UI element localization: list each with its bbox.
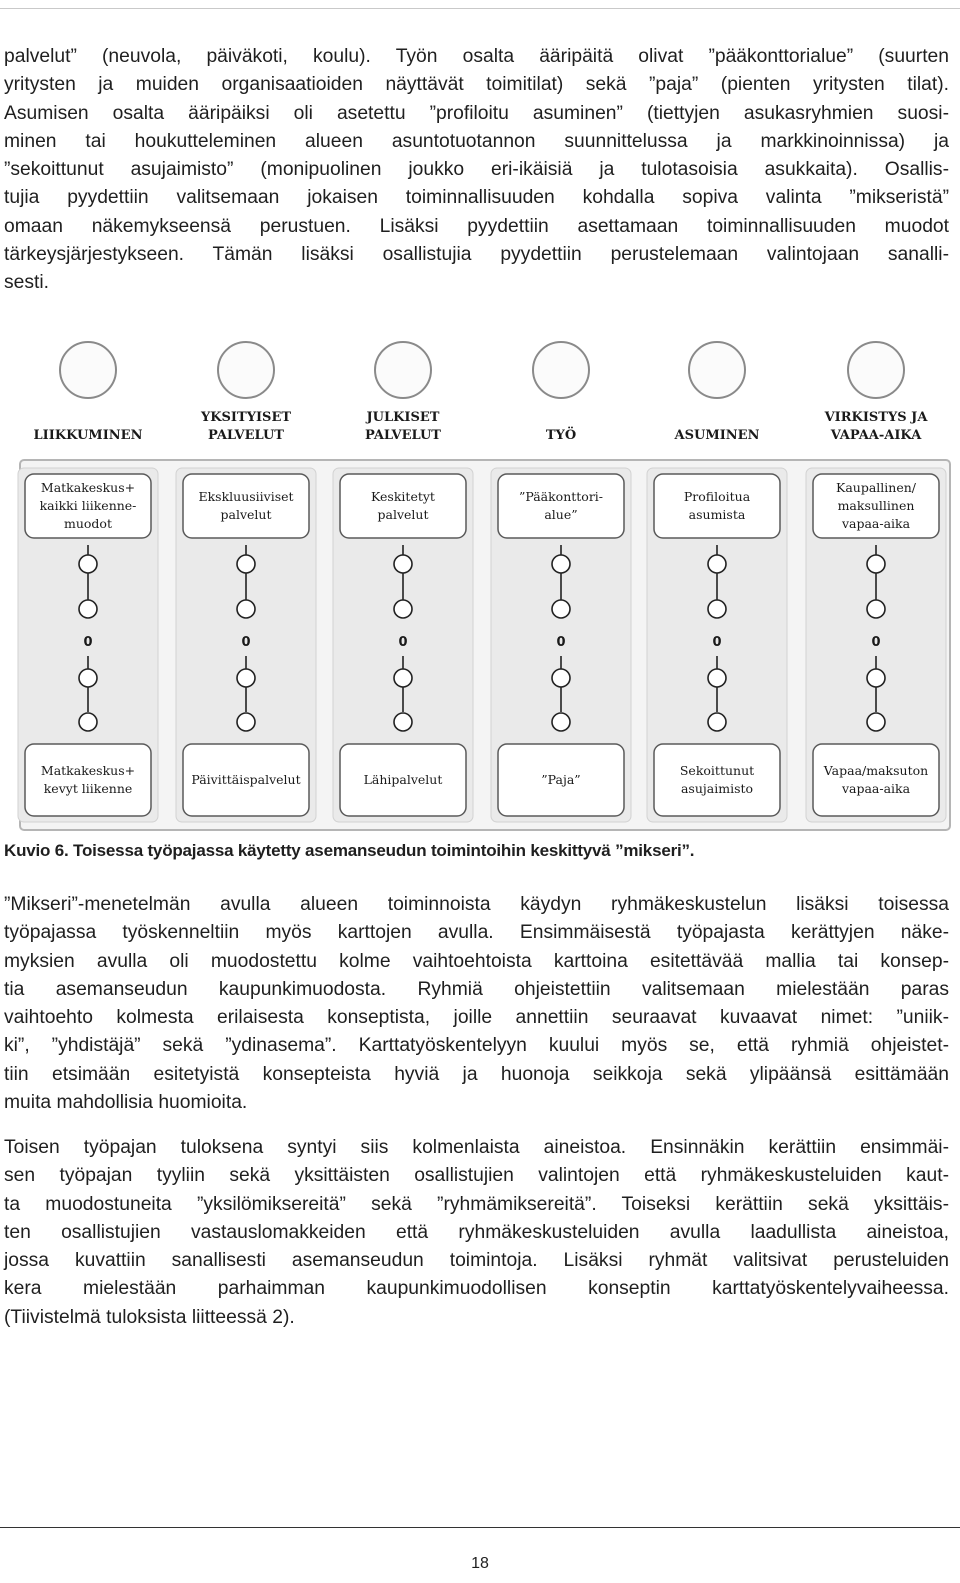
text-line: myksien avulla oli muodostettu kolme vaihtoehtoista karttoina esitettävää mallia tai konsep- [4, 950, 949, 972]
slider-step [237, 713, 255, 731]
slider-step [79, 555, 97, 573]
page-number: 18 [471, 1555, 489, 1572]
text-line: omaan näkemykseensä perustuen. Lisäksi pyydettiin asettamaan toiminnallisuuden muodot [4, 215, 949, 237]
top-option-label: Kaupallinen/ [836, 480, 916, 495]
bottom-option-box [813, 744, 939, 816]
bottom-option-label: vapaa-aika [841, 781, 911, 796]
mixer-figure [0, 330, 960, 840]
slider-step [708, 713, 726, 731]
slider-step [867, 600, 885, 618]
top-option-label: vapaa-aika [841, 516, 911, 531]
slider-step [79, 600, 97, 618]
knob-circle [848, 342, 904, 398]
top-option-label: kaikki liikenne- [39, 498, 137, 513]
bottom-option-label: ”Paja” [541, 772, 581, 787]
top-option-box [183, 474, 309, 538]
text-line: Asumisen osalta ääripäiksi oli asetettu ”profiloitu asuminen” (tiettyjen asukasryhmien suosi- [4, 102, 949, 124]
top-option-label: Ekskluusiiviset [198, 489, 294, 504]
top-option-box [340, 474, 466, 538]
column-header-label: ASUMINEN [674, 428, 760, 443]
text-line: ki”, ”yhdistäjä” sekä ”ydinasema”. Karttatyöskentelyyn kuului myös se, että ryhmiä ohjeistet- [4, 1035, 949, 1057]
top-option-label: palvelut [377, 507, 429, 522]
slider-zero-label: 0 [556, 635, 566, 650]
top-option-label: Matkakeskus+ [40, 480, 136, 495]
text-line: tia asemanseudun kaupunkimuodosta. Ryhmiä ohjeistettiin valitsemaan mielestään paras [4, 978, 949, 1000]
slider-step [867, 669, 885, 687]
slider-step [708, 555, 726, 573]
top-option-label: maksullinen [837, 498, 915, 513]
slider-zero-label: 0 [398, 635, 408, 650]
bottom-option-box [25, 744, 151, 816]
text-line: sesti. [4, 272, 50, 294]
slider-step [552, 713, 570, 731]
text-line: sen työpajan tyyliin sekä yksittäisten osallistujien valintojen että ryhmäkeskusteluiden kaut- [4, 1165, 949, 1187]
top-option-label: ”Pääkonttori- [518, 489, 604, 504]
figure-caption: Kuvio 6. Toisessa työpajassa käytetty asemanseudun toimintoihin keskittyvä ”mikseri”. [4, 841, 695, 860]
text-line: tiin etsimään esitetyistä konsepteista hyviä ja huonoja seikkoja sekä ylipäänsä esittämään [4, 1063, 949, 1085]
slider-step [79, 669, 97, 687]
text-line: palvelut” (neuvola, päiväkoti, koulu). Työn osalta ääripäitä olivat ”pääkonttorialue” (suurten [4, 46, 949, 67]
bottom-option-label: Vapaa/maksuton [823, 763, 929, 778]
text-line: ten osallistujien vastauslomakkeiden että ryhmäkeskusteluiden avulla laadullista aineistoa, [4, 1221, 949, 1243]
slider-step [394, 713, 412, 731]
text-line: jossa kuvattiin sanallisesti asemanseudun toimintoja. Lisäksi ryhmät valitsivat perusteluiden [4, 1250, 949, 1272]
text-line: ”sekoittunut asujaimisto” (monipuolinen joukko eri-ikäisiä ja tulotasoisia asukkaita). Osallis- [4, 159, 949, 181]
bottom-option-label: Lähipalvelut [363, 772, 443, 787]
slider-step [552, 555, 570, 573]
slider-step [394, 555, 412, 573]
knob-circle [689, 342, 745, 398]
slider-step [867, 555, 885, 573]
mixer-diagram [0, 330, 960, 840]
slider-step [552, 669, 570, 687]
slider-step [867, 713, 885, 731]
slider-step [708, 669, 726, 687]
text-line: muita mahdollisia huomioita. [4, 1092, 248, 1114]
column-header-label: JULKISET [366, 410, 440, 425]
bottom-option-label: Matkakeskus+ [40, 763, 136, 778]
top-option-label: Keskitetyt [371, 489, 435, 504]
body-paragraph-3 [4, 1134, 949, 1332]
slider-step [79, 713, 97, 731]
column-header-label: VAPAA-AIKA [830, 428, 922, 443]
bottom-option-label: kevyt liikenne [43, 781, 133, 796]
slider-step [237, 600, 255, 618]
top-option-label: Profiloitua [683, 489, 751, 504]
top-option-label: muodot [64, 516, 112, 531]
column-header-label: VIRKISTYS JA [824, 410, 928, 425]
top-rule [0, 8, 960, 9]
column-header-label: PALVELUT [365, 428, 441, 443]
bottom-option-label: Sekoittunut [679, 763, 755, 778]
knob-circle [218, 342, 274, 398]
knob-circle [533, 342, 589, 398]
text-line: tärkeysjärjestykseen. Tämän lisäksi osallistujia pyydettiin perustelemaan valintojaan sanalli- [4, 244, 949, 266]
slider-step [237, 669, 255, 687]
slider-step [237, 555, 255, 573]
text-line: kera mielestään parhaimman kaupunkimuodollisen konseptin karttatyöskentelyvaiheessa. [4, 1278, 949, 1300]
intro-paragraph [4, 43, 949, 298]
text-line: työpajassa työskenneltiin myös karttojen avulla. Ensimmäisestä työpajasta kerättyjen näke- [4, 922, 949, 944]
text-line: tujia pyydettiin valitsemaan jokaisen toiminnallisuuden kohdalla sopiva valinta ”mikseristä” [4, 187, 949, 209]
knob-circle [375, 342, 431, 398]
slider-step [394, 669, 412, 687]
slider-zero-label: 0 [83, 635, 93, 650]
slider-zero-label: 0 [241, 635, 251, 650]
bottom-option-label: asujaimisto [680, 781, 754, 796]
text-line: Toisen työpajan tuloksena syntyi siis kolmenlaista aineistoa. Ensinnäkin kerättiin ensimmäi- [4, 1137, 949, 1158]
bottom-option-box [654, 744, 780, 816]
slider-step [552, 600, 570, 618]
column-header-label: YKSITYISET [200, 410, 292, 425]
bottom-rule [0, 1527, 960, 1528]
slider-step [394, 600, 412, 618]
text-line: vaihtoehto kolmesta erilaisesta konseptista, joille annettiin seuraavat kuvaavat nimet: ”uniik- [4, 1007, 949, 1029]
top-option-label: palvelut [220, 507, 272, 522]
slider-step [708, 600, 726, 618]
slider-zero-label: 0 [712, 635, 722, 650]
top-option-box [498, 474, 624, 538]
text-line: ta muodostuneita ”yksilömiksereitä” sekä ”ryhmämiksereitä”. Toiseksi kerättiin sekä yksittäis- [4, 1193, 949, 1215]
text-line: ”Mikseri”-menetelmän avulla alueen toiminnoista käydyn ryhmäkeskustelun lisäksi toisessa [4, 894, 949, 915]
text-line: minen tai houkutteleminen alueen asuntotuotannon suunnittelussa ja markkinoinnissa) ja [4, 130, 949, 152]
text-line: yritysten ja muiden organisaatioiden näyttävät toimitilat) sekä ”paja” (pienten yritysten tilat). [4, 74, 949, 96]
column-header-label: LIIKKUMINEN [33, 428, 143, 443]
top-option-label: asumista [688, 507, 746, 522]
top-option-label: alue” [544, 507, 578, 522]
top-option-box [654, 474, 780, 538]
column-header-label: PALVELUT [208, 428, 284, 443]
bottom-option-label: Päivittäispalvelut [191, 772, 301, 787]
column-header-label: TYÖ [545, 428, 577, 443]
knob-circle [60, 342, 116, 398]
text-line: (Tiivistelmä tuloksista liitteessä 2). [4, 1306, 295, 1328]
slider-zero-label: 0 [871, 635, 881, 650]
body-paragraph-2 [4, 891, 949, 1117]
